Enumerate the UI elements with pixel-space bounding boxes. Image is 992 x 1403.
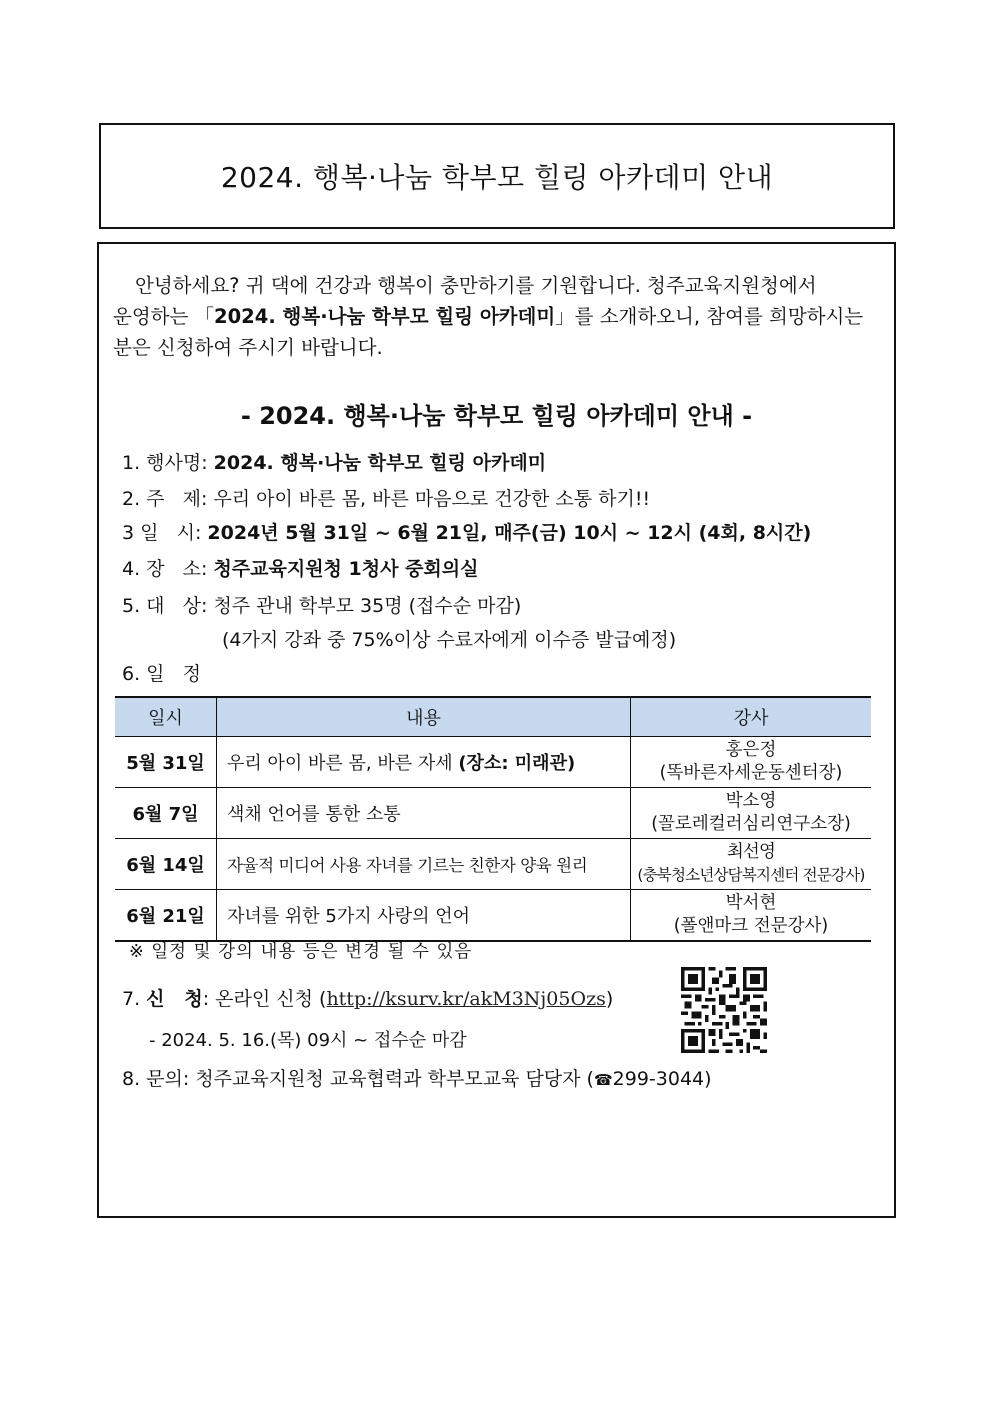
row-lecturer [631, 839, 872, 890]
item-apply [122, 984, 613, 1011]
item-4-value: 청주교육지원청 1청사 중회의실 [213, 558, 479, 580]
header-date: 일시 [115, 697, 217, 737]
item-3-value: 2024년 5월 31일 ~ 6월 21일, 매주(금) 10시 ~ 12시 (4회, 8시간) [207, 522, 812, 544]
lecturer-role: (똑바른자세운동센터장) [659, 763, 843, 783]
item-schedule-label: 6. 일 정 [122, 663, 201, 685]
title-text: 2024. 행복·나눔 학부모 힐링 아카데미 안내 [220, 161, 774, 194]
item-2-label: 2. 주 제: [122, 488, 214, 510]
intro-line-2-bold: 2024. 행복·나눔 학부모 힐링 아카데미 [214, 305, 556, 328]
lecturer-name: 홍은정 [725, 740, 777, 760]
item-1-value: 2024. 행복·나눔 학부모 힐링 아카데미 [213, 452, 547, 474]
item-location [122, 554, 479, 581]
item-target [122, 591, 521, 618]
intro-line-2 [113, 301, 879, 332]
intro-paragraph [113, 270, 879, 363]
row-content-text: 색채 언어를 통한 소통 [227, 804, 401, 825]
qr-code-icon[interactable] [681, 967, 767, 1053]
intro-line-3: 분은 신청하여 주시기 바랍니다. [113, 336, 383, 359]
header-lecturer: 강사 [631, 697, 872, 737]
row-date: 6월 14일 [115, 839, 217, 890]
item-5-value: 청주 관내 학부모 35명 (접수순 마감) [213, 595, 522, 617]
row-content-text: 우리 아이 바른 몸, 바른 자세 [227, 753, 459, 774]
row-content [217, 788, 631, 839]
schedule-note: ※ 일정 및 강의 내용 등은 변경 될 수 있음 [129, 942, 473, 962]
row-content-text: 자녀를 위한 5가지 사랑의 언어 [227, 906, 470, 927]
row-content [217, 737, 631, 788]
apply-deadline: - 2024. 5. 16.(목) 09시 ~ 접수순 마감 [149, 1030, 467, 1051]
apply-link[interactable]: http://ksurv.kr/akM3Nj05Ozs [326, 988, 606, 1010]
item-event-name [122, 448, 546, 475]
table-row [115, 890, 871, 942]
lecturer-name: 최선영 [726, 842, 776, 862]
intro-line-1: 안녕하세요? 귀 댁에 건강과 행복이 충만하기를 기원합니다. 청주교육지원청에서 [135, 274, 817, 297]
row-content [217, 839, 631, 890]
row-lecturer [631, 737, 872, 788]
item-target-note: (4가지 강좌 중 75%이상 수료자에게 이수증 발급예정) [222, 629, 677, 651]
item-1-label: 1. 행사명: [122, 452, 214, 474]
table-row [115, 839, 871, 890]
contact-text: 8. 문의: 청주교육지원청 교육협력과 학부모교육 담당자 ( [122, 1068, 594, 1090]
row-lecturer [631, 890, 872, 942]
lecturer-role: (충북청소년상담복지센터 전문강사) [637, 866, 865, 884]
lecturer-name: 박서현 [725, 893, 777, 913]
apply-text: : 온라인 신청 ( [202, 988, 327, 1010]
lecturer-name: 박소영 [725, 791, 777, 811]
lecturer-role: (폴앤마크 전문강사) [673, 916, 829, 936]
table-row [115, 788, 871, 839]
apply-close: ) [605, 988, 614, 1010]
schedule-table [115, 696, 871, 942]
row-lecturer [631, 788, 872, 839]
header-content: 내용 [217, 697, 631, 737]
document-title [99, 123, 895, 229]
section-heading: - 2024. 행복·나눔 학부모 힐링 아카데미 안내 - [240, 402, 753, 430]
item-5-label: 5. 대 상: [122, 595, 214, 617]
item-datetime [122, 518, 811, 545]
lecturer-role: (꼴로레컬러심리연구소장) [651, 814, 851, 834]
apply-number: 7. [122, 988, 147, 1010]
row-content-bold: (장소: 미래관) [458, 753, 576, 774]
row-content [217, 890, 631, 942]
table-row [115, 737, 871, 788]
row-content-text: 자율적 미디어 사용 자녀를 기르는 친한자 양육 원리 [227, 856, 588, 875]
phone-icon: ☎ [593, 1071, 613, 1089]
item-3-label: 3 일 시: [122, 522, 208, 544]
row-date: 6월 7일 [115, 788, 217, 839]
item-theme [122, 484, 650, 511]
item-contact [122, 1064, 712, 1091]
row-date: 5월 31일 [115, 737, 217, 788]
content-box [97, 242, 896, 1218]
intro-line-2-post: 」를 소개하오니, 참여를 희망하시는 [555, 305, 864, 328]
item-4-label: 4. 장 소: [122, 558, 214, 580]
intro-line-2-pre: 운영하는 「 [113, 305, 215, 328]
contact-phone: 299-3044) [612, 1068, 712, 1090]
schedule-header-row [115, 697, 871, 737]
row-date: 6월 21일 [115, 890, 217, 942]
apply-label: 신 청 [146, 988, 203, 1010]
item-2-value: 우리 아이 바른 몸, 바른 마음으로 건강한 소통 하기!! [213, 488, 651, 510]
